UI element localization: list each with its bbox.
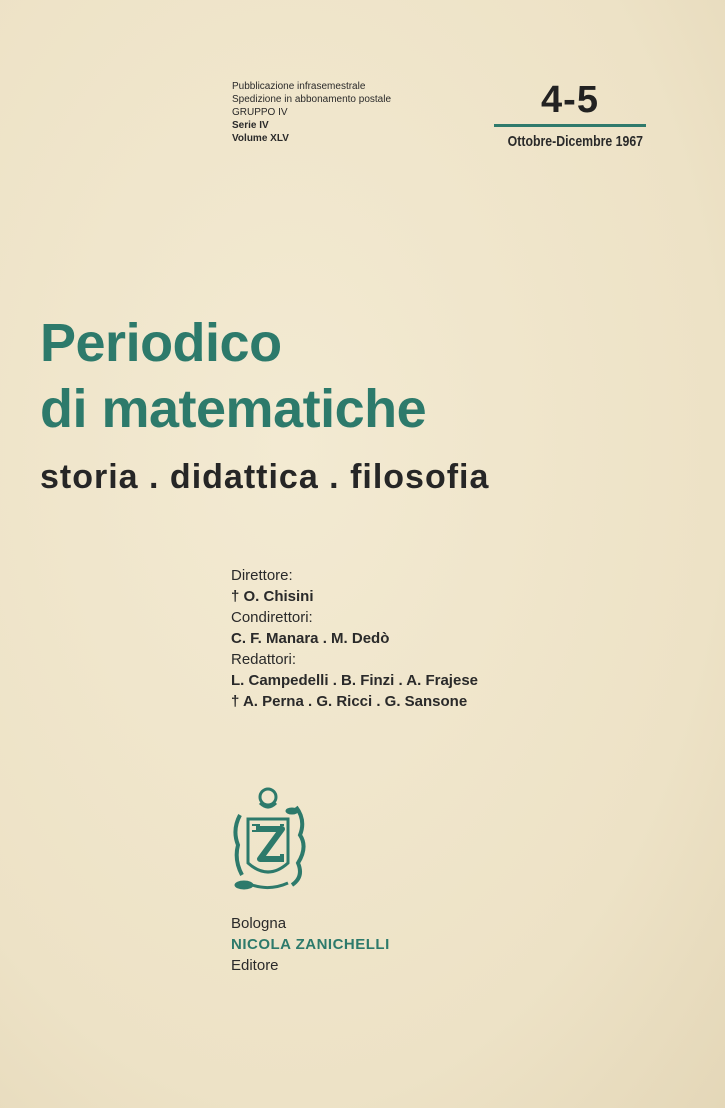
codirectors-names: C. F. Manara . M. Dedò	[231, 630, 390, 647]
director-label: Direttore:	[231, 567, 293, 584]
codirectors-label: Condirettori:	[231, 609, 313, 626]
issue-number: 4-5	[541, 79, 599, 121]
issue-block	[494, 80, 646, 150]
title-line-2: di matematiche	[40, 379, 427, 439]
pub-info-line: Spedizione in abbonamento postale	[232, 94, 392, 105]
pub-info-line: GRUPPO IV	[232, 107, 288, 118]
editors-names-line-1: L. Campedelli . B. Finzi . A. Frajese	[231, 672, 479, 689]
title-line-1: Periodico	[40, 313, 282, 373]
publisher-name: NICOLA ZANICHELLI	[231, 936, 390, 953]
volume-label: Volume XLV	[232, 133, 289, 144]
issue-divider	[494, 124, 646, 127]
zanichelli-emblem-icon	[230, 785, 310, 893]
issue-date: Ottobre-Dicembre 1967	[507, 133, 644, 150]
editors-label: Redattori:	[231, 651, 297, 668]
journal-title	[40, 310, 426, 442]
editorial-staff	[231, 565, 478, 712]
series-label: Serie IV	[232, 120, 269, 131]
editors-names-line-2: † A. Perna . G. Ricci . G. Sansone	[231, 693, 468, 710]
publication-info	[232, 80, 391, 145]
director-name: † O. Chisini	[231, 588, 314, 605]
pub-info-line: Pubblicazione infrasemestrale	[232, 81, 366, 92]
publisher-role: Editore	[231, 957, 279, 974]
publisher-block	[231, 913, 390, 976]
journal-subtitle: storia . didattica . filosofia	[40, 458, 490, 496]
publisher-city: Bologna	[231, 915, 287, 932]
